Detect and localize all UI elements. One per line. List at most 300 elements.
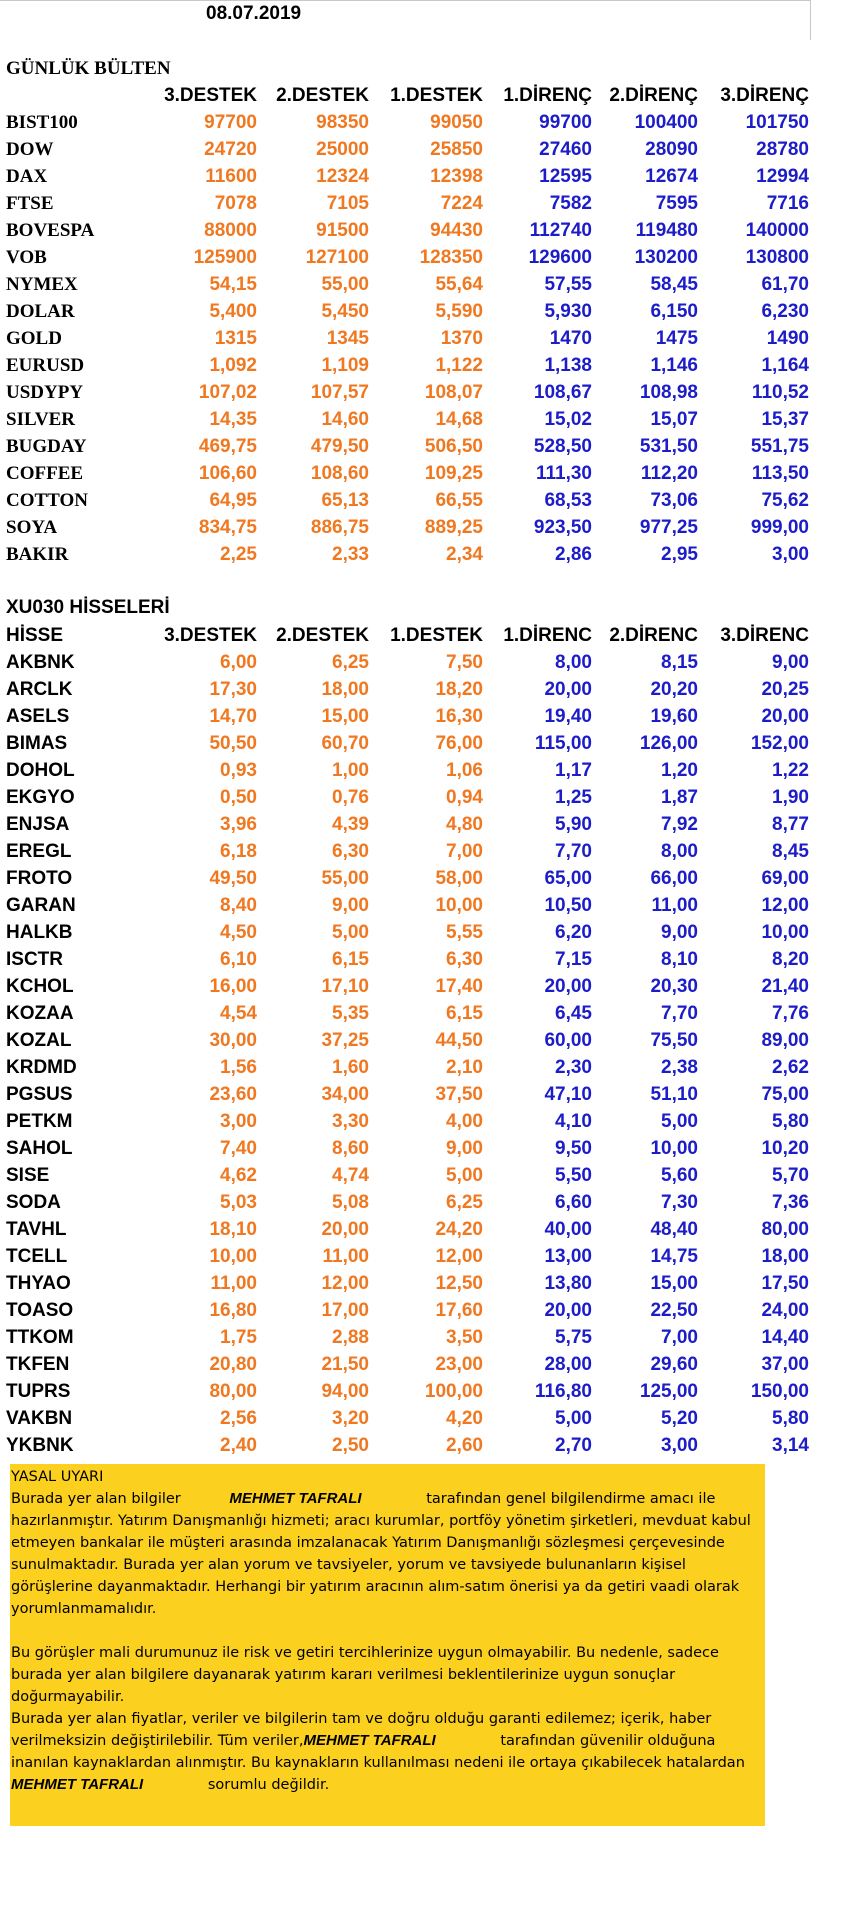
table-row — [0, 325, 820, 352]
resistance-value: 3,14 — [772, 1435, 809, 1456]
support-value: 21,50 — [321, 1354, 369, 1375]
support-value: 108,07 — [424, 382, 483, 403]
support-value: 44,50 — [435, 1030, 483, 1051]
resistance-value: 19,60 — [650, 706, 698, 727]
support-value: 25000 — [316, 139, 369, 160]
resistance-value: 7,36 — [772, 1192, 809, 1213]
support-value: 1,00 — [332, 760, 369, 781]
support-value: 2,60 — [446, 1435, 483, 1456]
resistance-value: 37,00 — [761, 1354, 809, 1375]
instrument-name: VOB — [6, 247, 47, 268]
resistance-value: 528,50 — [533, 436, 592, 457]
support-value: 4,00 — [446, 1111, 483, 1132]
support-value: 4,74 — [332, 1165, 369, 1186]
resistance-value: 1,138 — [544, 355, 592, 376]
resistance-value: 20,00 — [544, 976, 592, 997]
instrument-name: TAVHL — [6, 1219, 67, 1240]
support-value: 125900 — [193, 247, 257, 268]
resistance-value: 7595 — [655, 193, 698, 214]
resistance-value: 2,62 — [772, 1057, 809, 1078]
support-value: 12398 — [430, 166, 483, 187]
support-value: 108,60 — [310, 463, 369, 484]
column-header-name: HİSSE — [6, 625, 64, 646]
support-value: 1,60 — [332, 1057, 369, 1078]
resistance-value: 15,02 — [544, 409, 592, 430]
table-row — [0, 919, 820, 946]
resistance-value: 2,86 — [555, 544, 592, 565]
disclaimer-p1-start: Burada yer alan bilgiler — [11, 1491, 181, 1507]
resistance-value: 12595 — [539, 166, 592, 187]
resistance-value: 112,20 — [640, 463, 698, 484]
support-value: 14,35 — [209, 409, 257, 430]
resistance-value: 2,70 — [555, 1435, 592, 1456]
resistance-value: 6,230 — [761, 301, 809, 322]
resistance-value: 6,45 — [555, 1003, 592, 1024]
instrument-name: FROTO — [6, 868, 73, 889]
resistance-value: 19,40 — [544, 706, 592, 727]
resistance-value: 80,00 — [761, 1219, 809, 1240]
resistance-value: 100400 — [634, 112, 698, 133]
instrument-name: PGSUS — [6, 1084, 73, 1105]
resistance-value: 75,62 — [761, 490, 809, 511]
resistance-value: 6,150 — [650, 301, 698, 322]
support-value: 6,10 — [220, 949, 257, 970]
support-value: 2,40 — [220, 1435, 257, 1456]
disclaimer-paragraph-2: Bu görüşler mali durumunuz ile risk ve getiri tercihlerinize uygun olmayabilir. Bu nedenle, sadece burada yer alan bilgilere dayanarak yatırım kararı verilmesi beklentilerinize uygun sonuçlar doğurmayabilir. — [11, 1645, 719, 1705]
resistance-value: 15,37 — [761, 409, 809, 430]
author-name: MEHMET TAFRALI — [229, 1490, 362, 1507]
table-row — [0, 865, 820, 892]
resistance-value: 126,00 — [639, 733, 698, 754]
table-row — [0, 163, 820, 190]
resistance-value: 15,00 — [650, 1273, 698, 1294]
support-value: 17,30 — [209, 679, 257, 700]
resistance-value: 5,70 — [772, 1165, 809, 1186]
table-row — [0, 433, 820, 460]
support-value: 7,50 — [446, 652, 483, 673]
resistance-value: 12994 — [756, 166, 809, 187]
support-value: 5,00 — [332, 922, 369, 943]
table-row — [0, 1324, 820, 1351]
table-header-row — [0, 82, 820, 109]
right-border — [810, 0, 811, 40]
instrument-name: TUPRS — [6, 1381, 71, 1402]
top-border — [0, 0, 810, 1]
support-value: 479,50 — [310, 436, 369, 457]
support-value: 16,80 — [209, 1300, 257, 1321]
resistance-value: 10,20 — [761, 1138, 809, 1159]
resistance-value: 12674 — [645, 166, 698, 187]
resistance-value: 5,80 — [772, 1111, 809, 1132]
resistance-value: 20,00 — [544, 1300, 592, 1321]
instrument-name: ENJSA — [6, 814, 70, 835]
resistance-value: 108,67 — [533, 382, 592, 403]
resistance-value: 7,15 — [555, 949, 592, 970]
support-value: 14,70 — [209, 706, 257, 727]
support-value: 30,00 — [209, 1030, 257, 1051]
support-value: 17,10 — [321, 976, 369, 997]
support-value: 12,00 — [435, 1246, 483, 1267]
table-header-row — [0, 622, 820, 649]
resistance-value: 65,00 — [544, 868, 592, 889]
author-name: MEHMET TAFRALI — [303, 1732, 436, 1749]
resistance-value: 13,00 — [544, 1246, 592, 1267]
instrument-name: SILVER — [6, 409, 76, 430]
support-value: 107,57 — [310, 382, 369, 403]
resistance-value: 14,75 — [650, 1246, 698, 1267]
support-value: 2,50 — [332, 1435, 369, 1456]
resistance-value: 18,00 — [761, 1246, 809, 1267]
resistance-value: 4,10 — [555, 1111, 592, 1132]
table-row — [0, 946, 820, 973]
column-header: 1.DİRENÇ — [503, 85, 592, 106]
table-row — [0, 514, 820, 541]
instrument-name: KCHOL — [6, 976, 74, 997]
support-value: 76,00 — [435, 733, 483, 754]
support-value: 0,50 — [220, 787, 257, 808]
support-value: 64,95 — [209, 490, 257, 511]
resistance-value: 130200 — [634, 247, 698, 268]
support-value: 3,50 — [446, 1327, 483, 1348]
support-value: 2,25 — [220, 544, 257, 565]
support-value: 5,450 — [321, 301, 369, 322]
resistance-value: 9,00 — [772, 652, 809, 673]
support-value: 7,00 — [446, 841, 483, 862]
resistance-value: 73,06 — [650, 490, 698, 511]
instrument-name: SODA — [6, 1192, 61, 1213]
table-row — [0, 757, 820, 784]
resistance-value: 111,30 — [535, 463, 592, 484]
support-value: 10,00 — [435, 895, 483, 916]
support-value: 99050 — [430, 112, 483, 133]
table-row — [0, 541, 820, 568]
table-row — [0, 703, 820, 730]
table-row — [0, 1135, 820, 1162]
resistance-value: 2,38 — [661, 1057, 698, 1078]
instrument-name: GOLD — [6, 328, 62, 349]
support-value: 49,50 — [209, 868, 257, 889]
resistance-value: 531,50 — [639, 436, 698, 457]
disclaimer-paragraph-1 — [11, 1488, 760, 1620]
resistance-value: 47,10 — [544, 1084, 592, 1105]
instrument-name: HALKB — [6, 922, 73, 943]
support-value: 37,25 — [321, 1030, 369, 1051]
instrument-name: ISCTR — [6, 949, 63, 970]
author-name: MEHMET TAFRALI — [11, 1776, 144, 1793]
column-header: 1.DESTEK — [390, 85, 483, 106]
support-value: 889,25 — [424, 517, 483, 538]
support-value: 50,50 — [209, 733, 257, 754]
resistance-value: 5,50 — [555, 1165, 592, 1186]
resistance-value: 110,52 — [751, 382, 809, 403]
resistance-value: 10,00 — [761, 922, 809, 943]
support-value: 18,20 — [435, 679, 483, 700]
instrument-name: GARAN — [6, 895, 76, 916]
support-value: 2,34 — [446, 544, 483, 565]
resistance-value: 8,77 — [772, 814, 809, 835]
table-row — [0, 190, 820, 217]
support-value: 106,60 — [198, 463, 257, 484]
support-value: 4,39 — [332, 814, 369, 835]
instrument-name: KOZAA — [6, 1003, 74, 1024]
resistance-value: 9,00 — [661, 922, 698, 943]
resistance-value: 1,87 — [661, 787, 698, 808]
support-value: 5,55 — [446, 922, 483, 943]
resistance-value: 5,60 — [661, 1165, 698, 1186]
table-row — [0, 460, 820, 487]
resistance-value: 1470 — [549, 328, 592, 349]
support-value: 506,50 — [424, 436, 483, 457]
resistance-value: 24,00 — [761, 1300, 809, 1321]
support-value: 23,00 — [435, 1354, 483, 1375]
resistance-value: 17,50 — [761, 1273, 809, 1294]
support-value: 2,33 — [332, 544, 369, 565]
table-row — [0, 1270, 820, 1297]
support-value: 6,30 — [446, 949, 483, 970]
support-value: 55,64 — [435, 274, 483, 295]
resistance-value: 7,70 — [661, 1003, 698, 1024]
resistance-value: 7,92 — [661, 814, 698, 835]
support-value: 4,20 — [446, 1408, 483, 1429]
support-value: 5,03 — [220, 1192, 257, 1213]
resistance-value: 1,90 — [772, 787, 809, 808]
resistance-value: 20,00 — [544, 679, 592, 700]
resistance-value: 7582 — [549, 193, 592, 214]
resistance-value: 15,07 — [650, 409, 698, 430]
resistance-value: 99700 — [539, 112, 592, 133]
column-header: 3.DİRENC — [720, 625, 809, 646]
instrument-name: TCELL — [6, 1246, 68, 1267]
resistance-value: 8,20 — [772, 949, 809, 970]
instrument-name: EREGL — [6, 841, 72, 862]
resistance-value: 20,00 — [761, 706, 809, 727]
table-row — [0, 1108, 820, 1135]
resistance-value: 28780 — [756, 139, 809, 160]
table-row — [0, 892, 820, 919]
support-value: 11,00 — [322, 1246, 369, 1267]
bulletin-title: GÜNLÜK BÜLTEN — [6, 58, 171, 79]
support-value: 4,62 — [220, 1165, 257, 1186]
support-value: 3,96 — [220, 814, 257, 835]
disclaimer-p1-rest: tarafından genel bilgilendirme amacı ile hazırlanmıştır. Yatırım Danışmanlığı hizmeti; aracı kurumlar, portföy yönetim şirketleri, mevduat kabul etmeyen bankalar ile müşteri arasında imzalanacak Yatırım Danışmanlığı sözleşmesi çerçevesinde sunulmaktadır. Burada yer alan yorum ve tavsiyeler, yorum ve tavsiyede bulunanların kişisel görüşlerine dayanmaktadır. Herhangi bir yatırım aracının alım-satım önerisi ya da getiri vaadi olarak yorumlanmamalıdır. — [11, 1491, 751, 1617]
table-row — [0, 1027, 820, 1054]
support-value: 80,00 — [209, 1381, 257, 1402]
support-value: 5,08 — [332, 1192, 369, 1213]
instrument-name: EKGYO — [6, 787, 75, 808]
disclaimer-title: YASAL UYARI — [11, 1469, 104, 1485]
resistance-value: 69,00 — [761, 868, 809, 889]
resistance-value: 5,75 — [555, 1327, 592, 1348]
resistance-value: 551,75 — [750, 436, 809, 457]
resistance-value: 6,20 — [555, 922, 592, 943]
instrument-name: BAKIR — [6, 544, 69, 565]
support-value: 97700 — [204, 112, 257, 133]
support-value: 7078 — [214, 193, 257, 214]
table-row — [0, 379, 820, 406]
support-value: 7105 — [326, 193, 369, 214]
resistance-value: 5,20 — [661, 1408, 698, 1429]
instrument-name: BOVESPA — [6, 220, 95, 241]
resistance-value: 152,00 — [750, 733, 809, 754]
resistance-value: 48,40 — [650, 1219, 698, 1240]
resistance-value: 112740 — [529, 220, 592, 241]
support-value: 17,60 — [435, 1300, 483, 1321]
table-row — [0, 487, 820, 514]
support-value: 6,25 — [446, 1192, 483, 1213]
resistance-value: 7,30 — [661, 1192, 698, 1213]
instrument-name: THYAO — [6, 1273, 71, 1294]
support-value: 1,75 — [220, 1327, 257, 1348]
support-value: 107,02 — [198, 382, 257, 403]
support-value: 128350 — [419, 247, 483, 268]
resistance-value: 28090 — [645, 139, 698, 160]
resistance-value: 8,15 — [661, 652, 698, 673]
resistance-value: 8,45 — [772, 841, 809, 862]
resistance-value: 68,53 — [544, 490, 592, 511]
resistance-value: 125,00 — [639, 1381, 698, 1402]
support-value: 8,40 — [220, 895, 257, 916]
resistance-value: 7,00 — [661, 1327, 698, 1348]
support-value: 12324 — [316, 166, 369, 187]
column-header: 2.DİRENÇ — [609, 85, 698, 106]
resistance-value: 29,60 — [650, 1354, 698, 1375]
support-value: 94,00 — [321, 1381, 369, 1402]
support-value: 11600 — [205, 166, 257, 187]
support-value: 2,10 — [446, 1057, 483, 1078]
support-value: 2,88 — [332, 1327, 369, 1348]
support-value: 88000 — [204, 220, 257, 241]
resistance-value: 7,76 — [772, 1003, 809, 1024]
support-value: 5,400 — [209, 301, 257, 322]
table-row — [0, 244, 820, 271]
instrument-name: DAX — [6, 166, 48, 187]
table-row — [0, 1405, 820, 1432]
table-row — [0, 1189, 820, 1216]
table-row — [0, 1000, 820, 1027]
instrument-name: USDYPY — [6, 382, 84, 403]
support-value: 5,35 — [332, 1003, 369, 1024]
resistance-value: 5,80 — [772, 1408, 809, 1429]
resistance-value: 113,50 — [751, 463, 809, 484]
support-value: 17,40 — [435, 976, 483, 997]
support-value: 6,00 — [220, 652, 257, 673]
resistance-value: 11,00 — [651, 895, 698, 916]
support-value: 6,30 — [332, 841, 369, 862]
resistance-value: 1,146 — [650, 355, 698, 376]
support-value: 3,20 — [332, 1408, 369, 1429]
table-row — [0, 973, 820, 1000]
support-value: 0,93 — [220, 760, 257, 781]
resistance-value: 129600 — [528, 247, 592, 268]
resistance-value: 8,00 — [555, 652, 592, 673]
legal-disclaimer — [10, 1464, 765, 1826]
resistance-value: 116,80 — [534, 1381, 592, 1402]
support-value: 4,50 — [220, 922, 257, 943]
support-value: 109,25 — [424, 463, 483, 484]
disclaimer-p3-mid: tarafından güvenilir olduğuna inanılan kaynaklardan alınmıştır. Bu kaynakların kullanılması nedeni ile ortaya çıkabilecek hatalardan — [11, 1733, 745, 1771]
resistance-value: 22,50 — [650, 1300, 698, 1321]
table-row — [0, 406, 820, 433]
resistance-value: 1490 — [766, 328, 809, 349]
support-value: 9,00 — [332, 895, 369, 916]
support-value: 98350 — [316, 112, 369, 133]
support-value: 94430 — [430, 220, 483, 241]
table-row — [0, 811, 820, 838]
support-value: 24720 — [204, 139, 257, 160]
resistance-value: 58,45 — [650, 274, 698, 295]
support-value: 18,10 — [209, 1219, 257, 1240]
instrument-name: KOZAL — [6, 1030, 72, 1051]
table-row — [0, 784, 820, 811]
resistance-value: 923,50 — [533, 517, 592, 538]
instrument-name: NYMEX — [6, 274, 78, 295]
support-value: 469,75 — [198, 436, 257, 457]
support-value: 0,94 — [446, 787, 483, 808]
support-value: 34,00 — [321, 1084, 369, 1105]
support-value: 1,56 — [220, 1057, 257, 1078]
resistance-value: 21,40 — [761, 976, 809, 997]
support-value: 886,75 — [310, 517, 369, 538]
resistance-value: 5,90 — [555, 814, 592, 835]
table-row — [0, 217, 820, 244]
report-date: 08.07.2019 — [206, 3, 302, 24]
support-value: 127100 — [305, 247, 369, 268]
resistance-value: 1,25 — [555, 787, 592, 808]
support-value: 20,80 — [209, 1354, 257, 1375]
resistance-value: 140000 — [745, 220, 809, 241]
table-row — [0, 649, 820, 676]
resistance-value: 6,60 — [555, 1192, 592, 1213]
resistance-value: 150,00 — [750, 1381, 809, 1402]
resistance-value: 130800 — [745, 247, 809, 268]
support-value: 91500 — [316, 220, 369, 241]
resistance-value: 89,00 — [761, 1030, 809, 1051]
instrument-name: SISE — [6, 1165, 50, 1186]
resistance-value: 7,70 — [555, 841, 592, 862]
support-value: 1370 — [440, 328, 483, 349]
support-value: 100,00 — [424, 1381, 483, 1402]
resistance-value: 5,00 — [661, 1111, 698, 1132]
support-value: 6,15 — [446, 1003, 483, 1024]
instrument-name: FTSE — [6, 193, 54, 214]
instrument-name: COTTON — [6, 490, 89, 511]
table-row — [0, 1432, 820, 1459]
support-value: 16,30 — [435, 706, 483, 727]
support-value: 12,00 — [321, 1273, 369, 1294]
support-value: 60,70 — [321, 733, 369, 754]
support-value: 12,50 — [435, 1273, 483, 1294]
support-value: 1,109 — [321, 355, 369, 376]
instrument-name: EURUSD — [6, 355, 85, 376]
table-row — [0, 838, 820, 865]
resistance-value: 8,10 — [661, 949, 698, 970]
support-value: 7224 — [440, 193, 483, 214]
disclaimer-p3-start: Burada yer alan fiyatlar, veriler ve bilgilerin tam ve doğru olduğu garanti edilemez; içerik, haber verilmeksizin değiştirilebilir. Tüm veriler, — [11, 1711, 712, 1749]
resistance-value: 101750 — [745, 112, 809, 133]
resistance-value: 115,00 — [534, 733, 592, 754]
support-value: 5,590 — [435, 301, 483, 322]
resistance-value: 13,80 — [544, 1273, 592, 1294]
resistance-value: 119480 — [635, 220, 698, 241]
column-header: 3.DESTEK — [164, 625, 257, 646]
resistance-value: 20,25 — [761, 679, 809, 700]
support-value: 834,75 — [198, 517, 257, 538]
support-value: 55,00 — [321, 274, 369, 295]
resistance-value: 2,95 — [661, 544, 698, 565]
resistance-value: 2,30 — [555, 1057, 592, 1078]
instrument-name: SOYA — [6, 517, 58, 538]
instrument-name: PETKM — [6, 1111, 73, 1132]
